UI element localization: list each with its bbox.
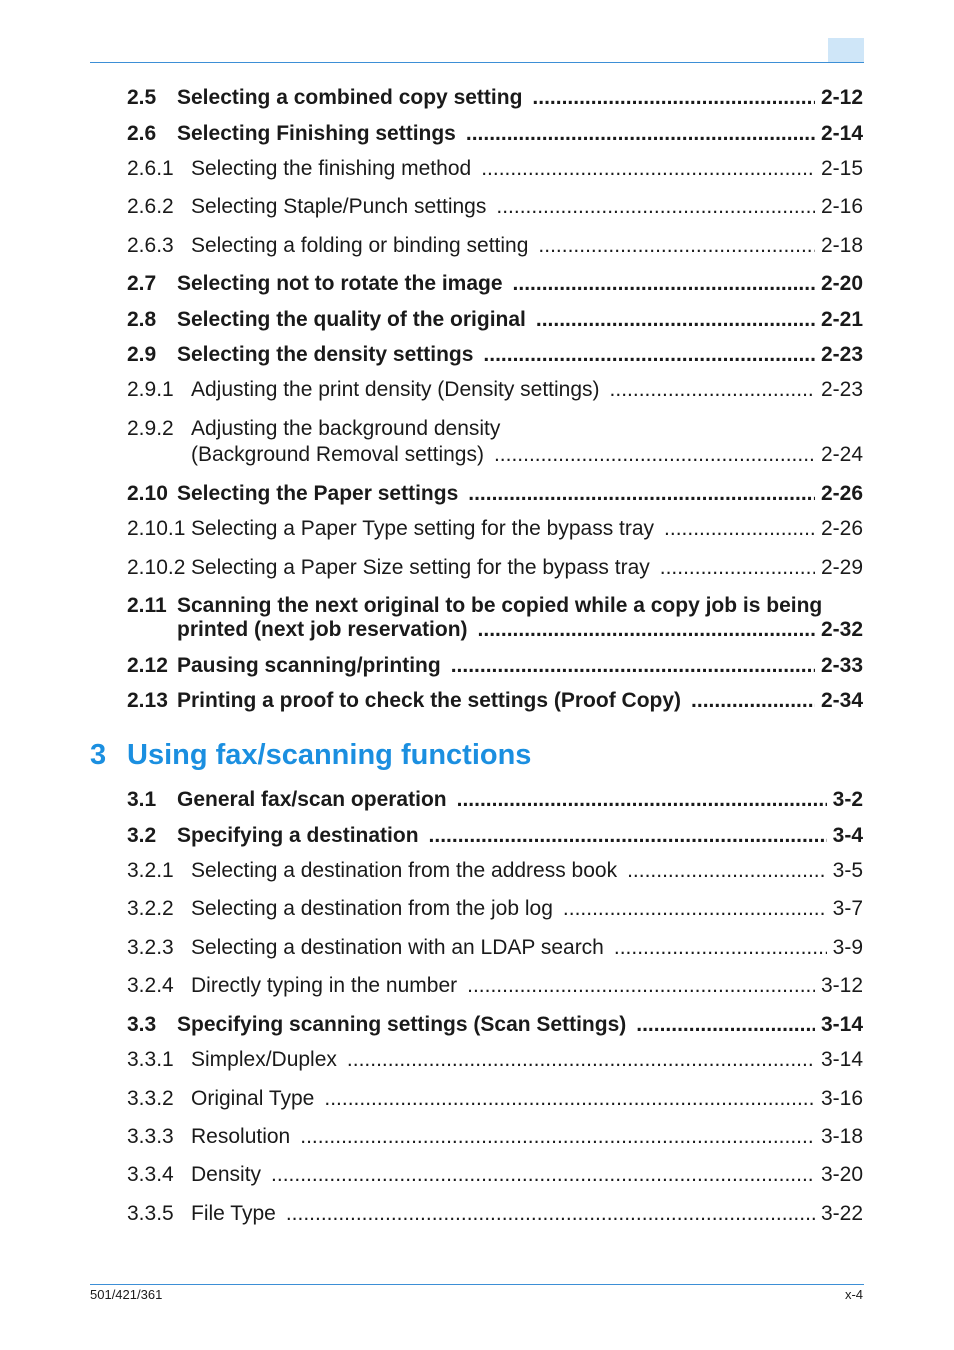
toc-number: 2.6.1 — [127, 157, 174, 180]
toc-title: Resolution — [191, 1125, 291, 1148]
toc-entry-2-10-2[interactable] — [127, 555, 863, 581]
toc-entry-3-3-4[interactable] — [127, 1162, 863, 1188]
toc-number: 3.2.3 — [127, 936, 174, 959]
footer-rule — [90, 1284, 864, 1285]
dot-leader — [271, 1162, 815, 1188]
toc-number: 2.7 — [127, 272, 157, 295]
dot-leader — [563, 896, 827, 922]
toc-title-continued: printed (next job reservation) — [177, 618, 468, 641]
toc-number: 3.2.4 — [127, 974, 174, 997]
chapter-heading[interactable] — [90, 736, 531, 774]
toc-page: 3-14 — [820, 1013, 863, 1036]
toc-title: Selecting Finishing settings — [177, 122, 456, 145]
toc-title: Simplex/Duplex — [191, 1048, 337, 1071]
toc-title: Adjusting the print density (Density settings) — [191, 378, 600, 401]
toc-page: 3-7 — [832, 897, 863, 920]
toc-title: Density — [191, 1163, 262, 1186]
dot-leader — [536, 307, 815, 333]
dot-leader — [627, 858, 827, 884]
toc-page: 2-18 — [820, 234, 863, 257]
dot-leader — [478, 619, 815, 641]
toc-title: File Type — [191, 1202, 276, 1225]
dot-leader — [664, 516, 815, 542]
toc-entry-3-3-2[interactable] — [127, 1086, 863, 1112]
chapter-number: 3 — [90, 739, 107, 771]
toc-page: 2-20 — [820, 272, 863, 295]
chapter-title: Using fax/scanning functions — [127, 739, 532, 771]
dot-leader — [538, 233, 815, 259]
dot-leader — [532, 85, 815, 111]
dot-leader — [466, 121, 815, 147]
toc-page: 2-12 — [820, 86, 863, 109]
toc-title: General fax/scan operation — [177, 788, 447, 811]
dot-leader — [636, 1012, 815, 1038]
toc-page: 3-16 — [820, 1087, 863, 1110]
header-tab-marker — [828, 38, 864, 62]
toc-title: Specifying scanning settings (Scan Settings) — [177, 1013, 627, 1036]
toc-page: 2-16 — [820, 195, 863, 218]
toc-title-continued: (Background Removal settings) — [191, 443, 484, 466]
dot-leader — [496, 194, 815, 220]
toc-number: 2.11 — [127, 594, 167, 617]
toc-title: Selecting a folding or binding setting — [191, 234, 529, 257]
toc-title: Selecting the quality of the original — [177, 308, 526, 331]
toc-title: Selecting the finishing method — [191, 157, 472, 180]
toc-number: 3.1 — [127, 788, 157, 811]
toc-number: 2.5 — [127, 86, 157, 109]
toc-number: 2.6.2 — [127, 195, 174, 218]
toc-title: Adjusting the background density — [191, 417, 501, 440]
toc-number: 2.12 — [127, 654, 168, 677]
toc-entry-3-2-4[interactable] — [127, 973, 863, 999]
toc-entry-2-11[interactable] — [127, 593, 863, 641]
toc-number: 3.2.1 — [127, 859, 174, 882]
toc-entry-2-10-1[interactable] — [127, 516, 863, 542]
dot-leader — [300, 1124, 815, 1150]
toc-number: 3.3.4 — [127, 1163, 174, 1186]
toc-entry-3-3-1[interactable] — [127, 1047, 863, 1073]
header-rule — [90, 62, 864, 63]
toc-page: 2-32 — [820, 618, 863, 641]
toc-title: Original Type — [191, 1087, 315, 1110]
toc-number: 2.9 — [127, 343, 157, 366]
toc-title: Specifying a destination — [177, 824, 419, 847]
toc-number: 2.10.2 — [127, 556, 186, 579]
toc-title: Directly typing in the number — [191, 974, 458, 997]
dot-leader — [691, 688, 815, 714]
toc-entry-2-13[interactable] — [127, 688, 863, 714]
toc-title: Printing a proof to check the settings (Proof Copy) — [177, 689, 682, 712]
footer-page-number: x-4 — [844, 1287, 863, 1302]
toc-entry-2-7[interactable] — [127, 271, 863, 297]
toc-title: Selecting a destination from the job log — [191, 897, 553, 920]
toc-page: 3-22 — [820, 1202, 863, 1225]
toc-entry-2-9[interactable] — [127, 342, 863, 368]
toc-entry-3-2-2[interactable] — [127, 896, 863, 922]
footer-model: 501/421/361 — [90, 1287, 163, 1302]
toc-number: 3.3.5 — [127, 1202, 174, 1225]
toc-page: 2-33 — [820, 654, 863, 677]
dot-leader — [467, 973, 815, 999]
toc-page: 3-20 — [820, 1163, 863, 1186]
dot-leader — [610, 377, 815, 403]
dot-leader — [513, 271, 815, 297]
toc-number: 2.6 — [127, 122, 157, 145]
toc-page: 2-23 — [820, 378, 863, 401]
toc-number: 2.10 — [127, 482, 168, 505]
toc-title: Selecting not to rotate the image — [177, 272, 503, 295]
toc-title: Selecting a destination from the address book — [191, 859, 618, 882]
dot-leader — [451, 653, 815, 679]
dot-leader — [468, 481, 815, 507]
toc-page: 2-34 — [820, 689, 863, 712]
toc-entry-3-3[interactable] — [127, 1012, 863, 1038]
toc-number: 2.6.3 — [127, 234, 174, 257]
toc-title: Scanning the next original to be copied while a copy job is being — [177, 594, 823, 617]
toc-number: 2.10.1 — [127, 517, 186, 540]
toc-page: 3-5 — [832, 859, 863, 882]
toc-page: 2-15 — [820, 157, 863, 180]
toc-page: 2-14 — [820, 122, 863, 145]
dot-leader — [324, 1086, 815, 1112]
toc-entry-2-6-3[interactable] — [127, 233, 863, 259]
toc-title: Selecting a combined copy setting — [177, 86, 523, 109]
toc-number: 3.2.2 — [127, 897, 174, 920]
toc-page: 3-4 — [832, 824, 863, 847]
toc-title: Selecting a destination with an LDAP search — [191, 936, 604, 959]
toc-entry-2-6[interactable] — [127, 121, 863, 147]
toc-number: 2.13 — [127, 689, 168, 712]
toc-entry-3-3-3[interactable] — [127, 1124, 863, 1150]
toc-number: 3.3.3 — [127, 1125, 174, 1148]
toc-title: Pausing scanning/printing — [177, 654, 441, 677]
toc-entry-2-9-1[interactable] — [127, 377, 863, 403]
toc-entry-2-5[interactable] — [127, 85, 863, 111]
toc-page: 3-9 — [832, 936, 863, 959]
dot-leader — [483, 342, 815, 368]
dot-leader — [347, 1047, 815, 1073]
toc-page: 3-14 — [820, 1048, 863, 1071]
toc-page: 2-26 — [820, 517, 863, 540]
toc-title: Selecting the Paper settings — [177, 482, 459, 505]
toc-entry-2-8[interactable] — [127, 307, 863, 333]
toc-page: 2-23 — [820, 343, 863, 366]
toc-entry-3-2-3[interactable] — [127, 935, 863, 961]
toc-page: 2-21 — [820, 308, 863, 331]
toc-number: 3.3 — [127, 1013, 157, 1036]
toc-number: 3.3.1 — [127, 1048, 174, 1071]
toc-entry-3-2[interactable] — [127, 823, 863, 849]
toc-page: 2-24 — [820, 443, 863, 466]
toc-title: Selecting Staple/Punch settings — [191, 195, 487, 218]
toc-title: Selecting a Paper Size setting for the bypass tray — [191, 556, 650, 579]
toc-entry-2-10[interactable] — [127, 481, 863, 507]
toc-number: 3.3.2 — [127, 1087, 174, 1110]
toc-entry-2-9-2[interactable] — [127, 416, 863, 468]
toc-title: Selecting a Paper Type setting for the bypass tray — [191, 517, 655, 540]
toc-number: 2.8 — [127, 308, 157, 331]
dot-leader — [286, 1201, 815, 1227]
toc-page: 2-29 — [820, 556, 863, 579]
dot-leader — [494, 442, 815, 468]
toc-entry-2-12[interactable] — [127, 653, 863, 679]
toc-entry-3-3-5[interactable] — [127, 1201, 863, 1227]
toc-entry-2-6-1[interactable] — [127, 156, 863, 182]
toc-number: 2.9.1 — [127, 378, 174, 401]
toc-number: 2.9.2 — [127, 417, 174, 440]
dot-leader — [614, 935, 827, 961]
toc-entry-3-1[interactable] — [127, 787, 863, 813]
dot-leader — [660, 555, 815, 581]
toc-page: 3-12 — [820, 974, 863, 997]
toc-number: 3.2 — [127, 824, 157, 847]
dot-leader — [481, 156, 815, 182]
dot-leader — [457, 787, 827, 813]
toc-entry-2-6-2[interactable] — [127, 194, 863, 220]
toc-page: 3-18 — [820, 1125, 863, 1148]
toc-entry-3-2-1[interactable] — [127, 858, 863, 884]
toc-page: 3-2 — [832, 788, 863, 811]
dot-leader — [429, 823, 827, 849]
toc-title: Selecting the density settings — [177, 343, 474, 366]
toc-page: 2-26 — [820, 482, 863, 505]
